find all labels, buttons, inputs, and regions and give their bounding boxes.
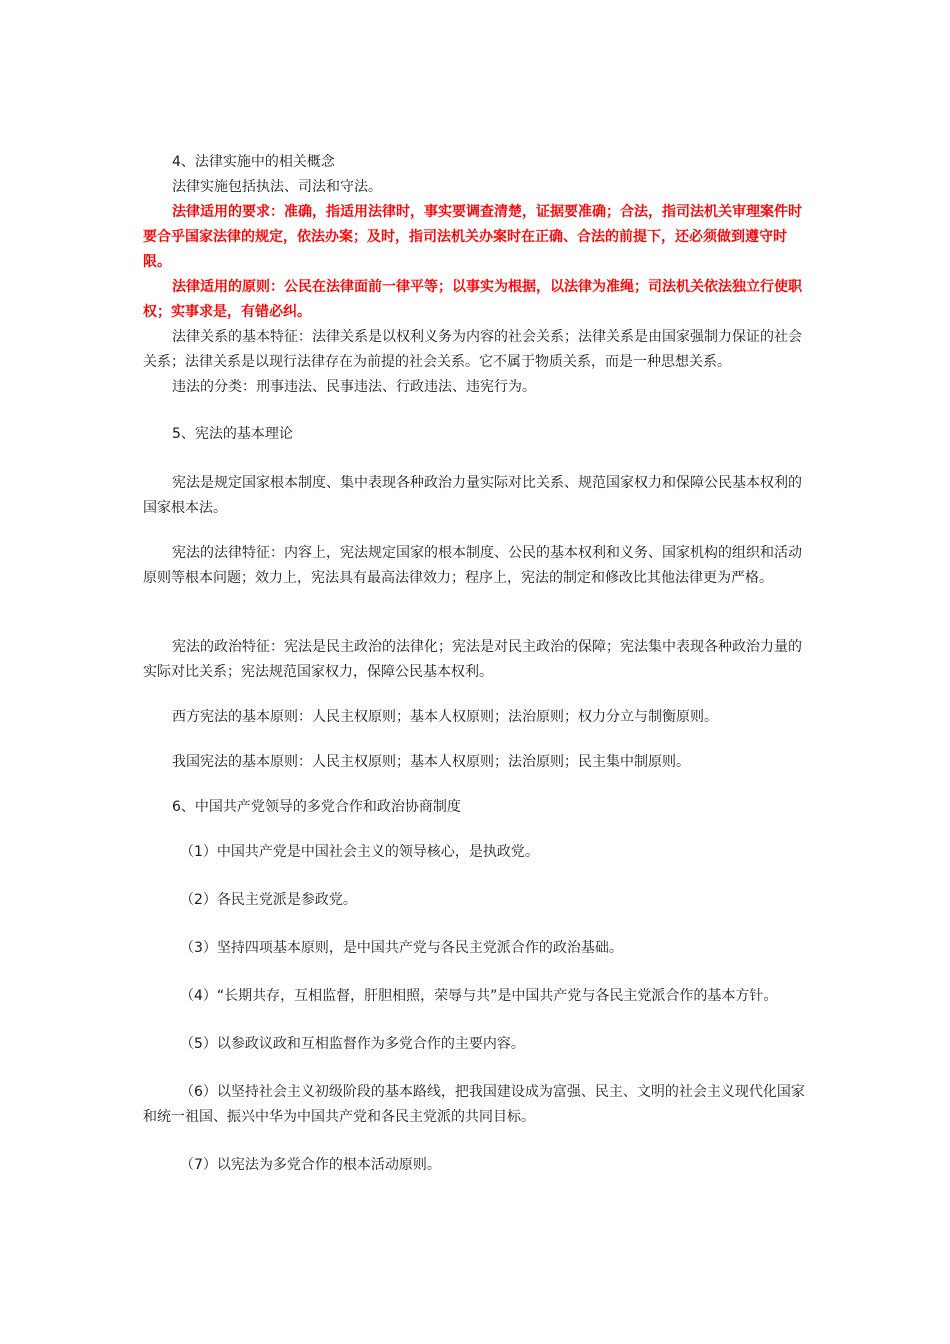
section-5-heading: 5、宪法的基本理论 <box>172 426 293 442</box>
violation-types: 违法的分类：刑事违法、民事违法、行政违法、违宪行为。 <box>172 379 536 395</box>
list-item: （1）中国共产党是中国社会主义的领导核心，是执政党。 <box>180 844 539 860</box>
list-item: （6）以坚持社会主义初级阶段的基本路线，把我国建设成为富强、民主、文明的社会主义现代化国家和统一祖国、振兴中华为中国共产党和各民主党派的共同目标。 <box>143 1084 805 1125</box>
constitution-definition: 宪法是规定国家根本制度、集中表现各种政治力量实际对比关系、规范国家权力和保障公民基本权利的国家根本法。 <box>143 475 802 516</box>
list-item: （7）以宪法为多党合作的根本活动原则。 <box>180 1157 441 1173</box>
list-item: （5）以参政议政和互相监督作为多党合作的主要内容。 <box>180 1036 525 1052</box>
list-item: （4）“长期共存，互相监督，肝胆相照，荣辱与共”是中国共产党与各民主党派合作的基本方针。 <box>180 988 778 1004</box>
section-4-heading: 4、法律实施中的相关概念 <box>172 154 335 170</box>
law-implementation-intro: 法律实施包括执法、司法和守法。 <box>172 179 382 195</box>
document-body <box>143 150 807 1178</box>
list-item: （3）坚持四项基本原则，是中国共产党与各民主党派合作的政治基础。 <box>180 940 623 956</box>
section-6-heading: 6、中国共产党领导的多党合作和政治协商制度 <box>172 799 461 815</box>
legal-relations-features: 法律关系的基本特征：法律关系是以权利义务为内容的社会关系；法律关系是由国家强制力保证的社会关系；法律关系是以现行法律存在为前提的社会关系。它不属于物质关系，而是一种思想关系。 <box>143 329 802 370</box>
western-constitution-principles: 西方宪法的基本原则：人民主权原则；基本人权原则；法治原则；权力分立与制衡原则。 <box>172 709 718 725</box>
chinese-constitution-principles: 我国宪法的基本原则：人民主权原则；基本人权原则；法治原则；民主集中制原则。 <box>172 754 690 770</box>
law-application-principles: 法律适用的原则：公民在法律面前一律平等；以事实为根据，以法律为准绳；司法机关依法独立行使职权；实事求是，有错必纠。 <box>143 279 802 320</box>
law-application-requirements: 法律适用的要求：准确，指适用法律时，事实要调查清楚，证据要准确；合法，指司法机关审理案件时要合乎国家法律的规定，依法办案；及时，指司法机关办案时在正确、合法的前提下，还必须做到遵守时限。 <box>143 204 802 270</box>
constitution-legal-features: 宪法的法律特征：内容上，宪法规定国家的根本制度、公民的基本权利和义务、国家机构的组织和活动原则等根本问题；效力上，宪法具有最高法律效力；程序上，宪法的制定和修改比其他法律更为严格。 <box>143 545 802 586</box>
constitution-political-features: 宪法的政治特征：宪法是民主政治的法律化；宪法是对民主政治的保障；宪法集中表现各种政治力量的实际对比关系；宪法规范国家权力，保障公民基本权利。 <box>143 639 802 680</box>
list-item: （2）各民主党派是参政党。 <box>180 892 357 908</box>
